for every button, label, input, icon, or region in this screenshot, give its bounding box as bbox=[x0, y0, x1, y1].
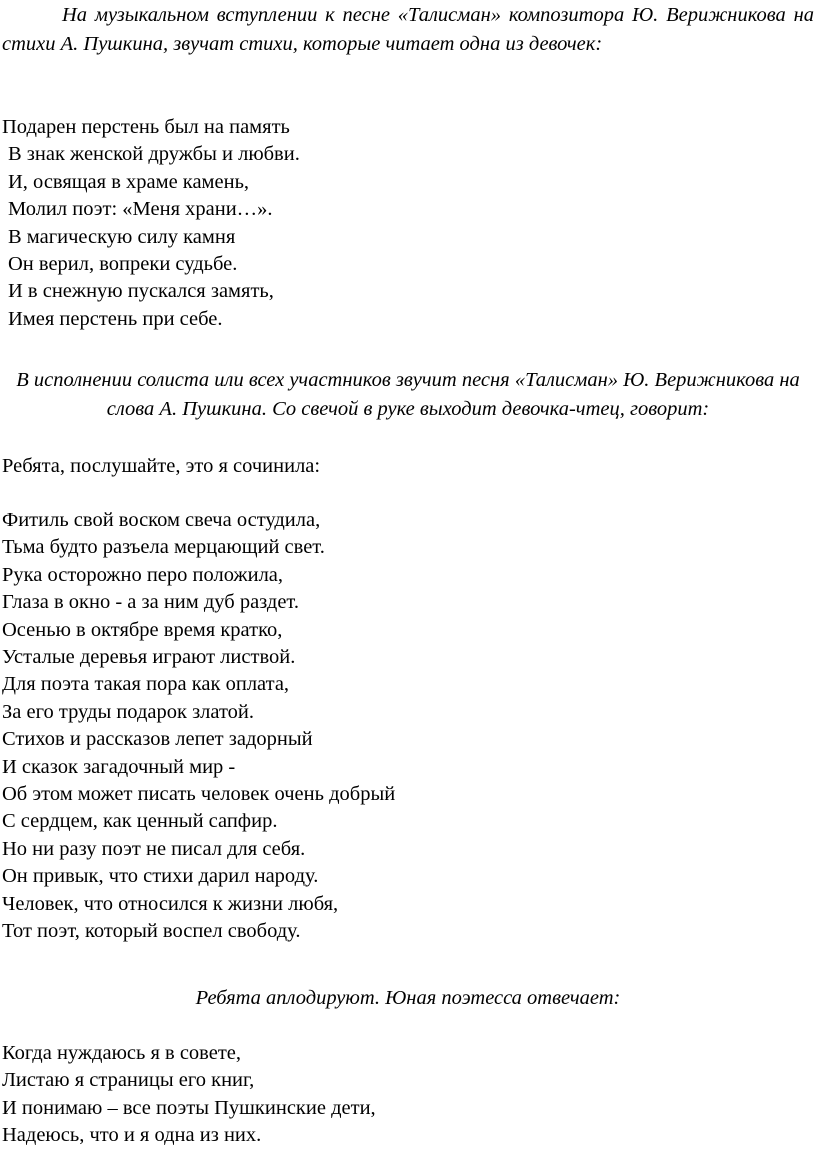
verse-line: С сердцем, как ценный сапфир. bbox=[2, 810, 278, 833]
verse-line: И понимаю – все поэты Пушкинские дети, bbox=[2, 1096, 376, 1119]
verse-line: Рука осторожно перо положила, bbox=[2, 563, 284, 586]
verse-line: Он верил, вопреки судьбе. bbox=[8, 253, 238, 276]
verse-line: И сказок загадочный мир - bbox=[2, 755, 236, 778]
verse-line: Листаю я страницы его книг, bbox=[2, 1069, 255, 1092]
reader-speech: Ребята, послушайте, это я сочинила: bbox=[2, 455, 321, 477]
verse-line: Для поэта такая пора как оплата, bbox=[2, 673, 290, 696]
verse-line: Осенью в октябре время кратко, bbox=[2, 618, 283, 641]
verse-line: И, освящая в храме камень, bbox=[8, 170, 250, 193]
song-stage-direction: В исполнении солиста или всех участников звучит песня «Талисман» Ю. Верижникова на слова А. Пушкина. Со свечой в руке выходит девочка-чтец, говорит: bbox=[16, 369, 800, 420]
verse-line: Фитиль свой воском свеча остудила, bbox=[2, 509, 321, 531]
verse-line: Стихов и рассказов лепет задорный bbox=[2, 728, 313, 751]
verse-line: Когда нуждаюсь я в совете, bbox=[2, 1042, 242, 1064]
verse-line: Но ни разу поэт не писал для себя. bbox=[2, 837, 306, 860]
verse-line: За его труды подарок златой. bbox=[2, 700, 255, 723]
verse-line: В знак женской дружбы и любви. bbox=[8, 143, 300, 166]
verse-line: Молил поэт: «Меня храни…». bbox=[8, 198, 273, 221]
poem-talisman-verse bbox=[2, 114, 814, 333]
poem-poetess-reply bbox=[2, 1040, 814, 1150]
verse-line: В магическую силу камня bbox=[8, 225, 236, 248]
poem-reader-verse bbox=[2, 507, 814, 946]
verse-line: Об этом может писать человек очень добрый bbox=[2, 783, 396, 806]
verse-line: Надеюсь, что и я одна из них. bbox=[2, 1124, 262, 1147]
verse-line: Тот поэт, который воспел свободу. bbox=[2, 920, 301, 943]
verse-line: Усталые деревья играют листвой. bbox=[2, 646, 296, 669]
verse-line: Тьма будто разъела мерцающий свет. bbox=[2, 536, 325, 559]
verse-line: Имея перстень при себе. bbox=[8, 307, 223, 330]
verse-line: Глаза в окно - а за ним дуб раздет. bbox=[2, 591, 299, 614]
applause-stage-direction: Ребята аплодируют. Юная поэтесса отвечает: bbox=[195, 987, 621, 1009]
verse-line: Он привык, что стихи дарил народу. bbox=[2, 865, 319, 888]
verse-line: И в снежную пускался замять, bbox=[8, 280, 274, 303]
intro-stage-direction: На музыкальном вступлении к песне «Талисман» композитора Ю. Верижникова на стихи А. Пушкина, звучат стихи, которые читает одна из девочек: bbox=[2, 4, 814, 55]
verse-line: Подарен перстень был на память bbox=[2, 116, 290, 138]
verse-line: Человек, что относился к жизни любя, bbox=[2, 892, 339, 915]
